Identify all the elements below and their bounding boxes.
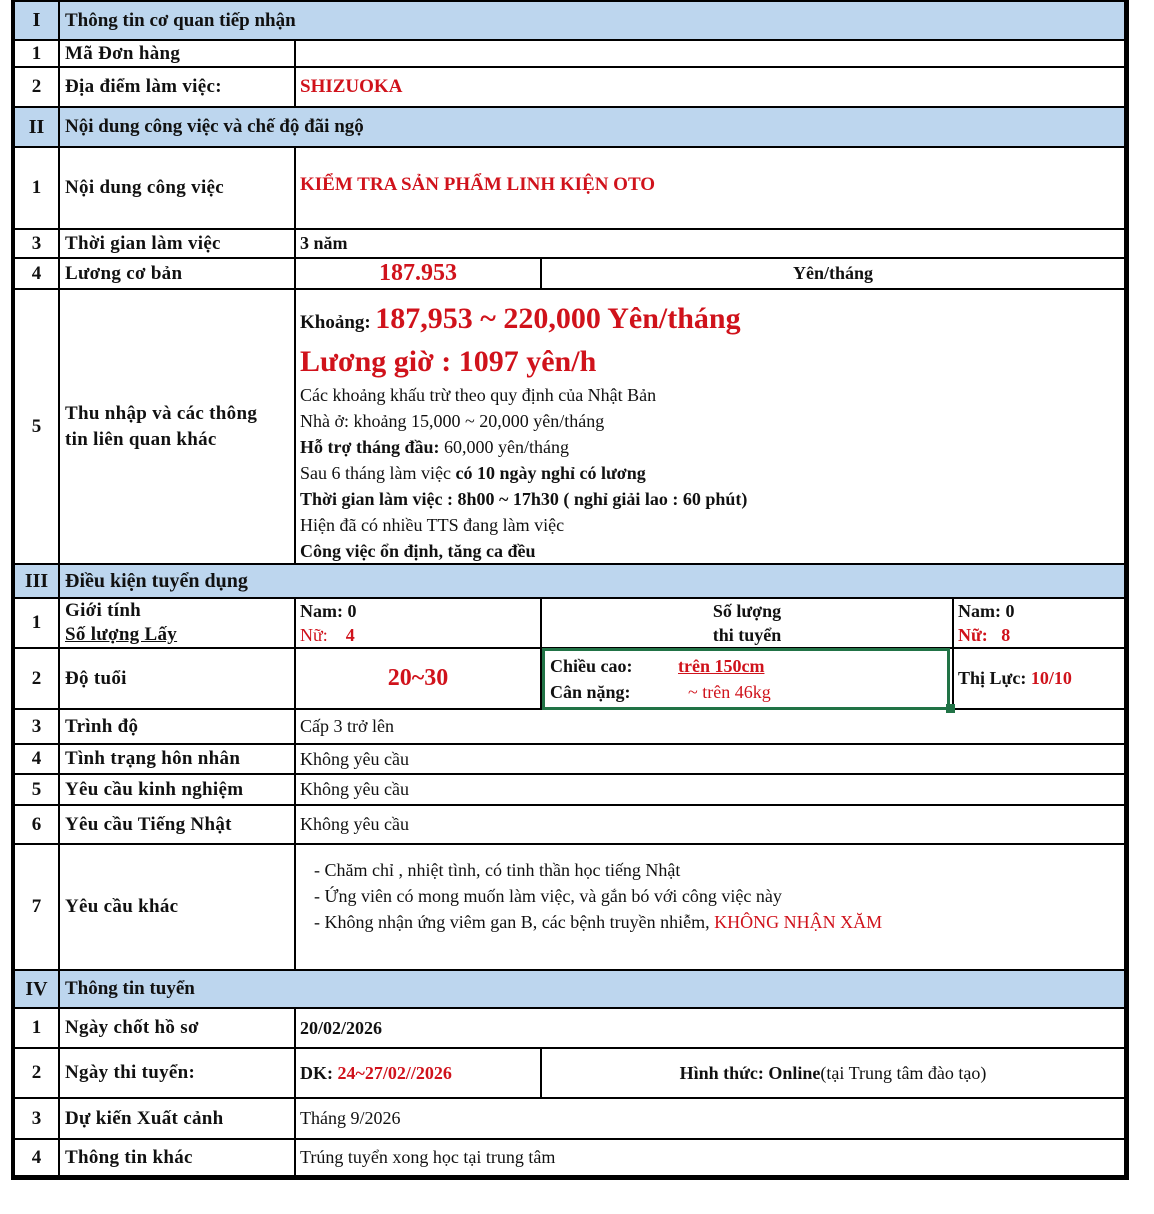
row-label: Trình độ — [60, 710, 296, 743]
no-tattoo-note: KHÔNG NHẬN XĂM — [714, 912, 883, 932]
label-line: Số lượng — [712, 601, 782, 621]
job-order-sheet — [11, 0, 1129, 1180]
housing-cost: Nhà ở: khoảng 15,000 ~ 20,000 yên/tháng — [300, 411, 605, 431]
row-label — [60, 599, 296, 647]
row-label: Ngày thi tuyển: — [60, 1049, 296, 1097]
female-count: 4 — [345, 625, 355, 645]
work-location-value[interactable]: SHIZUOKA — [300, 76, 403, 97]
salary-range-value: 187,953 ~ 220,000 Yên/tháng — [375, 302, 741, 335]
support-value: 60,000 yên/tháng — [439, 437, 569, 457]
row-label — [60, 290, 296, 563]
female-label: Nữ: — [300, 625, 328, 645]
salary-unit: Yên/tháng — [792, 263, 873, 283]
selection-fill-handle[interactable] — [946, 704, 955, 713]
row-label: Yêu cầu khác — [60, 845, 296, 969]
support-label: Hỗ trợ tháng đầu: — [300, 437, 440, 457]
section-header-iv — [15, 971, 1124, 1009]
section-number: III — [15, 565, 60, 597]
requirement-item: - Ứng viên có mong muốn làm việc, và gắn bó với công việc này — [314, 886, 782, 906]
exam-form-cell[interactable] — [542, 1049, 1124, 1097]
section-title: Điều kiện tuyển dụng — [65, 569, 248, 592]
label-line: Giới tính — [65, 600, 142, 621]
row-label: Yêu cầu Tiếng Nhật — [60, 806, 296, 843]
row-work-duration — [15, 230, 1124, 259]
deductions-note: Các khoảng khấu trừ theo quy định của Nhật Bản — [300, 385, 657, 405]
salary-range — [300, 300, 741, 342]
row-number: 3 — [15, 1099, 60, 1138]
row-label: Yêu cầu kinh nghiệm — [60, 775, 296, 804]
row-exam-date — [15, 1049, 1124, 1099]
height-weight-cell[interactable] — [542, 649, 954, 708]
section-header-ii — [15, 108, 1124, 148]
row-marital-status — [15, 745, 1124, 775]
row-experience — [15, 775, 1124, 806]
row-order-code — [15, 41, 1124, 68]
exam-female-count: 8 — [1001, 625, 1011, 645]
row-label: Ngày chốt hồ sơ — [60, 1009, 296, 1047]
row-number: 3 — [15, 710, 60, 743]
vision-label: Thị Lực: — [958, 668, 1027, 688]
row-number: 2 — [15, 1049, 60, 1097]
row-label: Dự kiến Xuất cảnh — [60, 1099, 296, 1138]
basic-salary-value[interactable]: 187.953 — [296, 259, 542, 288]
section-title: Thông tin cơ quan tiếp nhận — [65, 9, 296, 31]
row-other-info — [15, 1140, 1124, 1175]
row-deadline — [15, 1009, 1124, 1049]
height-label: Chiều cao: — [550, 655, 633, 676]
row-number: 4 — [15, 745, 60, 773]
exam-quantity-label — [542, 599, 954, 647]
row-gender-quantity — [15, 599, 1124, 649]
row-label: Độ tuổi — [60, 649, 296, 708]
selection-quantity[interactable] — [296, 599, 542, 647]
row-number: 7 — [15, 845, 60, 969]
row-number: 3 — [15, 230, 60, 257]
row-number: 2 — [15, 649, 60, 708]
exam-date-value: 24~27/02//2026 — [337, 1062, 452, 1083]
requirement-item — [314, 909, 882, 935]
other-info-value[interactable]: Trúng tuyển xong học tại trung tâm — [300, 1147, 556, 1167]
row-departure — [15, 1099, 1124, 1140]
requirement-item: - Chăm chỉ , nhiệt tình, có tinh thần học tiếng Nhật — [314, 860, 681, 880]
departure-value[interactable]: Tháng 9/2026 — [300, 1108, 401, 1128]
row-label: Thời gian làm việc — [60, 230, 296, 257]
section-number: II — [15, 108, 60, 146]
education-value[interactable]: Cấp 3 trở lên — [300, 716, 394, 736]
hourly-wage: Lương giờ : 1097 yên/h — [300, 345, 597, 378]
label-line: Thu nhập và các thông — [65, 402, 258, 424]
row-other-requirements — [15, 845, 1124, 971]
row-number: 1 — [15, 41, 60, 66]
vision-value: 10/10 — [1030, 668, 1072, 688]
row-number: 1 — [15, 599, 60, 647]
row-japanese-requirement — [15, 806, 1124, 845]
row-label: Thông tin khác — [60, 1140, 296, 1175]
order-code-value[interactable] — [296, 41, 1124, 66]
label-line: thi tuyển — [712, 625, 782, 645]
row-label: Địa điểm làm việc: — [60, 68, 296, 106]
trainees-note: Hiện đã có nhiều TTS đang làm việc — [300, 515, 565, 535]
label-line: tin liên quan khác — [65, 428, 217, 450]
vision-cell[interactable] — [954, 649, 1124, 708]
section-title: Nội dung công việc và chế độ đãi ngộ — [65, 116, 364, 137]
section-header-i — [15, 0, 1124, 41]
exam-date-prefix: DK: — [300, 1062, 333, 1083]
height-value: trên 150cm — [678, 655, 765, 676]
exam-form-note: (tại Trung tâm đào tạo) — [820, 1062, 987, 1083]
row-number: 5 — [15, 290, 60, 563]
exam-date-cell[interactable] — [296, 1049, 542, 1097]
row-label: Tình trạng hôn nhân — [60, 745, 296, 773]
row-number: 1 — [15, 1009, 60, 1047]
deadline-value[interactable]: 20/02/2026 — [300, 1017, 383, 1038]
row-income-info — [15, 290, 1124, 565]
weight-value: ~ trên 46kg — [688, 681, 771, 702]
section-header-iii — [15, 565, 1124, 599]
row-job-content — [15, 148, 1124, 230]
leave-prefix: Sau 6 tháng làm việc — [300, 463, 456, 483]
row-label: Nội dung công việc — [60, 148, 296, 228]
section-number: IV — [15, 971, 60, 1007]
row-education — [15, 710, 1124, 745]
section-number: I — [15, 2, 60, 39]
row-number: 1 — [15, 148, 60, 228]
work-duration-value[interactable]: 3 năm — [300, 233, 348, 253]
requirement-text: - Không nhận ứng viêm gan B, các bệnh truyền nhiễm, — [314, 912, 715, 932]
row-work-location — [15, 68, 1124, 108]
row-number: 4 — [15, 1140, 60, 1175]
salary-range-label: Khoảng: — [300, 312, 371, 333]
row-label: Mã Đơn hàng — [60, 41, 296, 66]
exam-male-count: Nam: 0 — [958, 601, 1015, 621]
exam-form-label: Hình thức: Online — [679, 1062, 821, 1083]
section-title: Thông tin tuyển — [65, 978, 195, 999]
row-basic-salary — [15, 259, 1124, 290]
stable-work-note: Công việc ổn định, tăng ca đều — [300, 541, 536, 561]
working-hours: Thời gian làm việc : 8h00 ~ 17h30 ( nghỉ giải lao : 60 phút) — [300, 489, 748, 509]
row-number: 2 — [15, 68, 60, 106]
japanese-requirement-value[interactable]: Không yêu cầu — [300, 814, 409, 834]
job-content-value[interactable]: KIỂM TRA SẢN PHẨM LINH KIỆN OTO — [300, 174, 656, 195]
row-number: 5 — [15, 775, 60, 804]
exam-quantity[interactable] — [954, 599, 1124, 647]
exam-female-label: Nữ: — [958, 625, 988, 645]
marital-status-value[interactable]: Không yêu cầu — [300, 748, 409, 769]
male-count: Nam: 0 — [300, 601, 357, 621]
row-number: 4 — [15, 259, 60, 288]
leave-bold: có 10 ngày nghỉ có lương — [455, 463, 646, 483]
first-month-support — [300, 434, 569, 460]
paid-leave — [300, 460, 646, 486]
row-label: Lương cơ bản — [60, 259, 296, 288]
other-requirements-list[interactable] — [296, 845, 1124, 969]
row-age — [15, 649, 1124, 710]
row-number: 6 — [15, 806, 60, 843]
label-line: Số lượng Lấy — [65, 624, 178, 645]
income-details[interactable] — [296, 290, 1124, 563]
weight-label: Cân nặng: — [550, 681, 631, 702]
experience-value[interactable]: Không yêu cầu — [300, 779, 409, 799]
age-range-value[interactable]: 20~30 — [296, 649, 542, 708]
